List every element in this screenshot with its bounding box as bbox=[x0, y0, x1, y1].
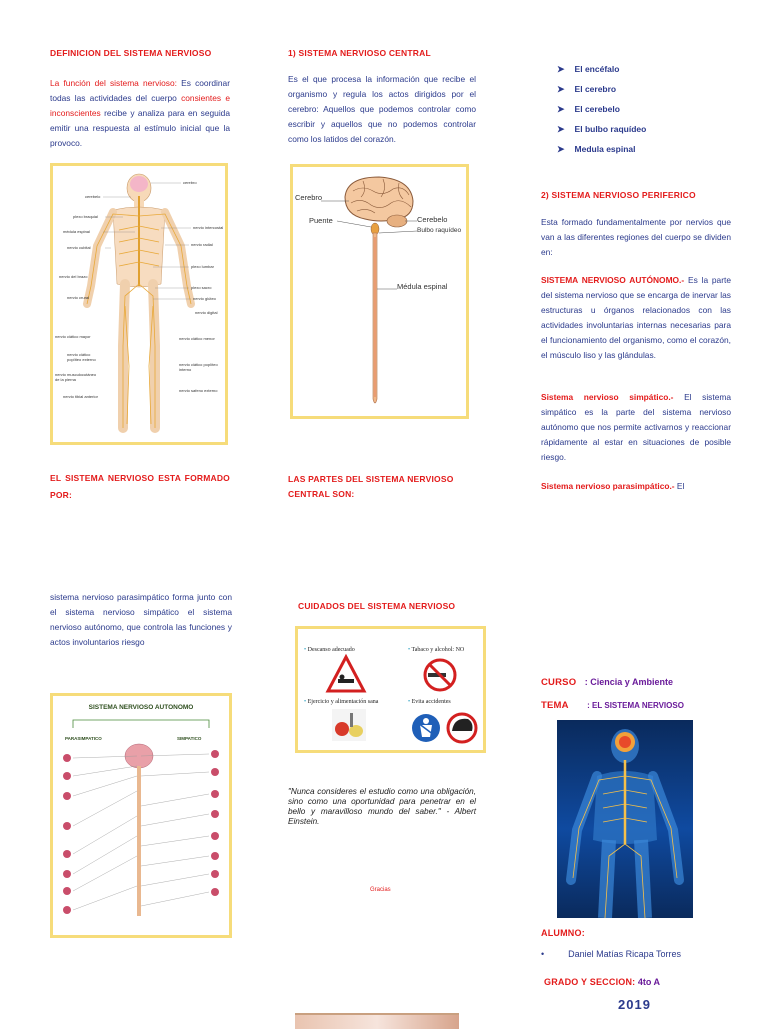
arrow-right-icon: ➤ bbox=[557, 143, 565, 154]
autonomo-illustration bbox=[53, 696, 229, 935]
arrow-right-icon: ➤ bbox=[557, 123, 565, 134]
curso-label: CURSO bbox=[541, 677, 577, 688]
healthy-food-icon bbox=[332, 709, 366, 741]
label-nervio-crural: nervio crural bbox=[67, 295, 90, 300]
autonomo-right-title: SIMPATICO bbox=[177, 736, 202, 741]
partes-heading: LAS PARTES DEL SISTEMA NERVIOSO CENTRAL SON: bbox=[288, 474, 454, 499]
bullet-icon: • bbox=[541, 949, 545, 959]
grado-value: 4to A bbox=[635, 977, 661, 987]
cuidado-3: • Ejercicio y alimentación sana bbox=[304, 699, 379, 705]
formado-heading-line1 bbox=[50, 470, 230, 504]
autonomo-title: SISTEMA NERVIOSO AUTONOMO bbox=[88, 704, 194, 711]
label-gluteo: nervio glúteo bbox=[193, 296, 216, 301]
intro-blue2: recibe y analiza para en seguida emitir una respuesta al estímulo inicial que la provoco. bbox=[50, 108, 230, 148]
label-plexo-sacro: plexo sacro bbox=[191, 285, 212, 290]
cuidado-2: • Tabaco y alcohol: NO bbox=[408, 647, 465, 653]
list-item: ➤ El encéfalo bbox=[557, 63, 620, 74]
year-text: 2019 bbox=[618, 997, 651, 1012]
col2-text: Es el que procesa la información que recibe el organismo y regula los actos dirigidos por el cerebro: Aquellos que podemos controlar como escribir y aquellos que no podemos controlar como los latidos del corazón. bbox=[288, 74, 476, 144]
label-ciatico-externo: nervio ciático poplíteo externo bbox=[67, 352, 96, 362]
brain-label-cerebro: Cerebro bbox=[295, 193, 323, 202]
grado-row bbox=[544, 972, 660, 990]
brain-spine-illustration bbox=[293, 167, 466, 416]
brain-label-bulbo: Bulbo raquídeo bbox=[417, 227, 462, 234]
label-safeno-externo: nervio safeno externo bbox=[179, 388, 218, 393]
seatbelt-icon bbox=[412, 714, 440, 742]
col1-heading: DEFINICION DEL SISTEMA NERVIOSO bbox=[50, 48, 212, 58]
cuidado-4: • Evita accidentes bbox=[408, 699, 451, 705]
sleep-warning-icon bbox=[328, 657, 364, 691]
cuidados-heading: CUIDADOS DEL SISTEMA NERVIOSO bbox=[298, 601, 456, 611]
cuidado-1: • Descanso adecuado bbox=[304, 647, 355, 653]
label-radial: nervio radial bbox=[191, 242, 213, 247]
formado-heading: EL SISTEMA NERVIOSO ESTA FORMADO POR: bbox=[50, 473, 230, 500]
alumno-row bbox=[541, 949, 681, 959]
cuidados-box bbox=[295, 626, 486, 753]
arrow-right-icon: ➤ bbox=[557, 83, 565, 94]
label-cerebro: cerebro bbox=[183, 180, 197, 185]
autonomo-diagram bbox=[50, 693, 232, 938]
parasimpatico-text: El bbox=[674, 481, 685, 491]
list-item: ➤ El bulbo raquídeo bbox=[557, 123, 647, 134]
label-ciatico-menor: nervio ciático menor bbox=[179, 336, 215, 341]
label-cerebelo: cerebelo bbox=[85, 194, 101, 199]
intro-red: La función del sistema nervioso: bbox=[50, 78, 177, 88]
label-intercostal: nervio intercostal bbox=[193, 225, 224, 230]
label-nervio-cubital: nervio cubital bbox=[67, 245, 91, 250]
parasimpatico-paragraph bbox=[541, 479, 731, 494]
gracias-text: Gracias bbox=[370, 887, 391, 893]
col1-intro bbox=[50, 76, 230, 151]
label-ciatico-mayor: nervio ciático mayor bbox=[55, 334, 91, 339]
label-digital: nervio digital bbox=[195, 310, 218, 315]
arrow-right-icon: ➤ bbox=[557, 63, 565, 74]
no-smoking-icon bbox=[425, 660, 455, 690]
simpatico-label: Sistema nervioso simpático.- bbox=[541, 392, 674, 402]
cover-body-image bbox=[557, 720, 693, 918]
body-nerves-diagram bbox=[50, 163, 228, 445]
brain-spine-diagram bbox=[290, 164, 469, 419]
curso-value: : Ciencia y Ambiente bbox=[584, 677, 673, 687]
brain-label-puente: Puente bbox=[309, 216, 333, 225]
autonomo-paragraph bbox=[541, 273, 731, 363]
alumno-label: ALUMNO: bbox=[541, 928, 585, 938]
simpatico-text: El sistema simpático es la parte del sistema nervioso autónomo que nos permite activarnos y reaccionar rápidamente al estar en situaciones de posible riesgo. bbox=[541, 392, 731, 462]
list-item: ➤ El cerebro bbox=[557, 83, 617, 94]
autonomo-label: SISTEMA NERVIOSO AUTÓNOMO.- bbox=[541, 275, 685, 285]
list-item: ➤ Medula espinal bbox=[557, 143, 636, 154]
brain-label-medula: Médula espinal bbox=[397, 282, 448, 291]
tema-value: : EL SISTEMA NERVIOSO bbox=[587, 701, 684, 710]
label-ciatico-interno: nervio ciático poplíteo interno bbox=[179, 362, 218, 372]
label-tibial-anterior: nervio tibial anterior bbox=[63, 394, 98, 399]
brain-label-cerebelo: Cerebelo bbox=[417, 215, 448, 224]
glowing-body-illustration bbox=[557, 720, 693, 918]
periferico-heading: 2) SISTEMA NERVIOSO PERIFERICO bbox=[541, 190, 696, 200]
arrow-right-icon: ➤ bbox=[557, 103, 565, 114]
label-medula-espinal: médula espinal bbox=[63, 229, 90, 234]
tema-label: TEMA bbox=[541, 700, 569, 711]
periferico-text: Esta formado fundamentalmente por nervios que van a las diferentes regiones del cuerpo se dividen en: bbox=[541, 217, 731, 257]
grado-label: GRADO Y SECCION: bbox=[544, 977, 636, 987]
list-item: ➤ El cerebelo bbox=[557, 103, 620, 114]
cuidados-icons bbox=[298, 629, 483, 750]
partes-list bbox=[557, 59, 646, 159]
curso-row bbox=[541, 672, 673, 690]
simpatico-paragraph bbox=[541, 390, 731, 465]
col2-heading: 1) SISTEMA NERVIOSO CENTRAL bbox=[288, 48, 431, 58]
einstein-quote: "Nunca consideres el estudio como una obligación, sino como una oportunidad para penetrar en el bello y maravilloso mundo del saber." - Albert Einstein. bbox=[288, 787, 476, 826]
parasimpatico-text: sistema nervioso parasimpático forma junto con el sistema nervioso simpático el sistema nervioso autónomo, que controla las funciones y actos involuntarios riesgo bbox=[50, 592, 232, 647]
intro-blue1: Es coordinar todas las actividades del cuerpo bbox=[50, 78, 230, 103]
autonomo-left-title: PARASIMPATICO bbox=[65, 736, 102, 741]
body-nerves-illustration bbox=[53, 166, 225, 442]
autonomo-text: Es la parte del sistema nervioso que se encarga de inervar las estructuras u órganos relacionados con las actividades involuntarias internas necesarias para el funcionamiento del organismo, como el corazón, el músculo liso y las glándulas. bbox=[541, 275, 731, 360]
alumno-name: Daniel Matías Ricapa Torres bbox=[568, 949, 682, 959]
label-plexo-braquial: plexo braquial bbox=[73, 214, 98, 219]
tema-row bbox=[541, 695, 684, 713]
parasimpatico-label: Sistema nervioso parasimpático.- bbox=[541, 481, 675, 491]
helmet-icon bbox=[448, 714, 476, 742]
label-musculocutaneo: nervio musculocutáneo de la pierna bbox=[55, 372, 97, 382]
label-nervio-brazo: nervio del brazo bbox=[59, 274, 88, 279]
intro-red2: consientes e inconscientes bbox=[50, 93, 230, 118]
bottom-image-partial bbox=[295, 1013, 459, 1029]
label-plexo-lumbar: plexo lumbar bbox=[191, 264, 214, 269]
